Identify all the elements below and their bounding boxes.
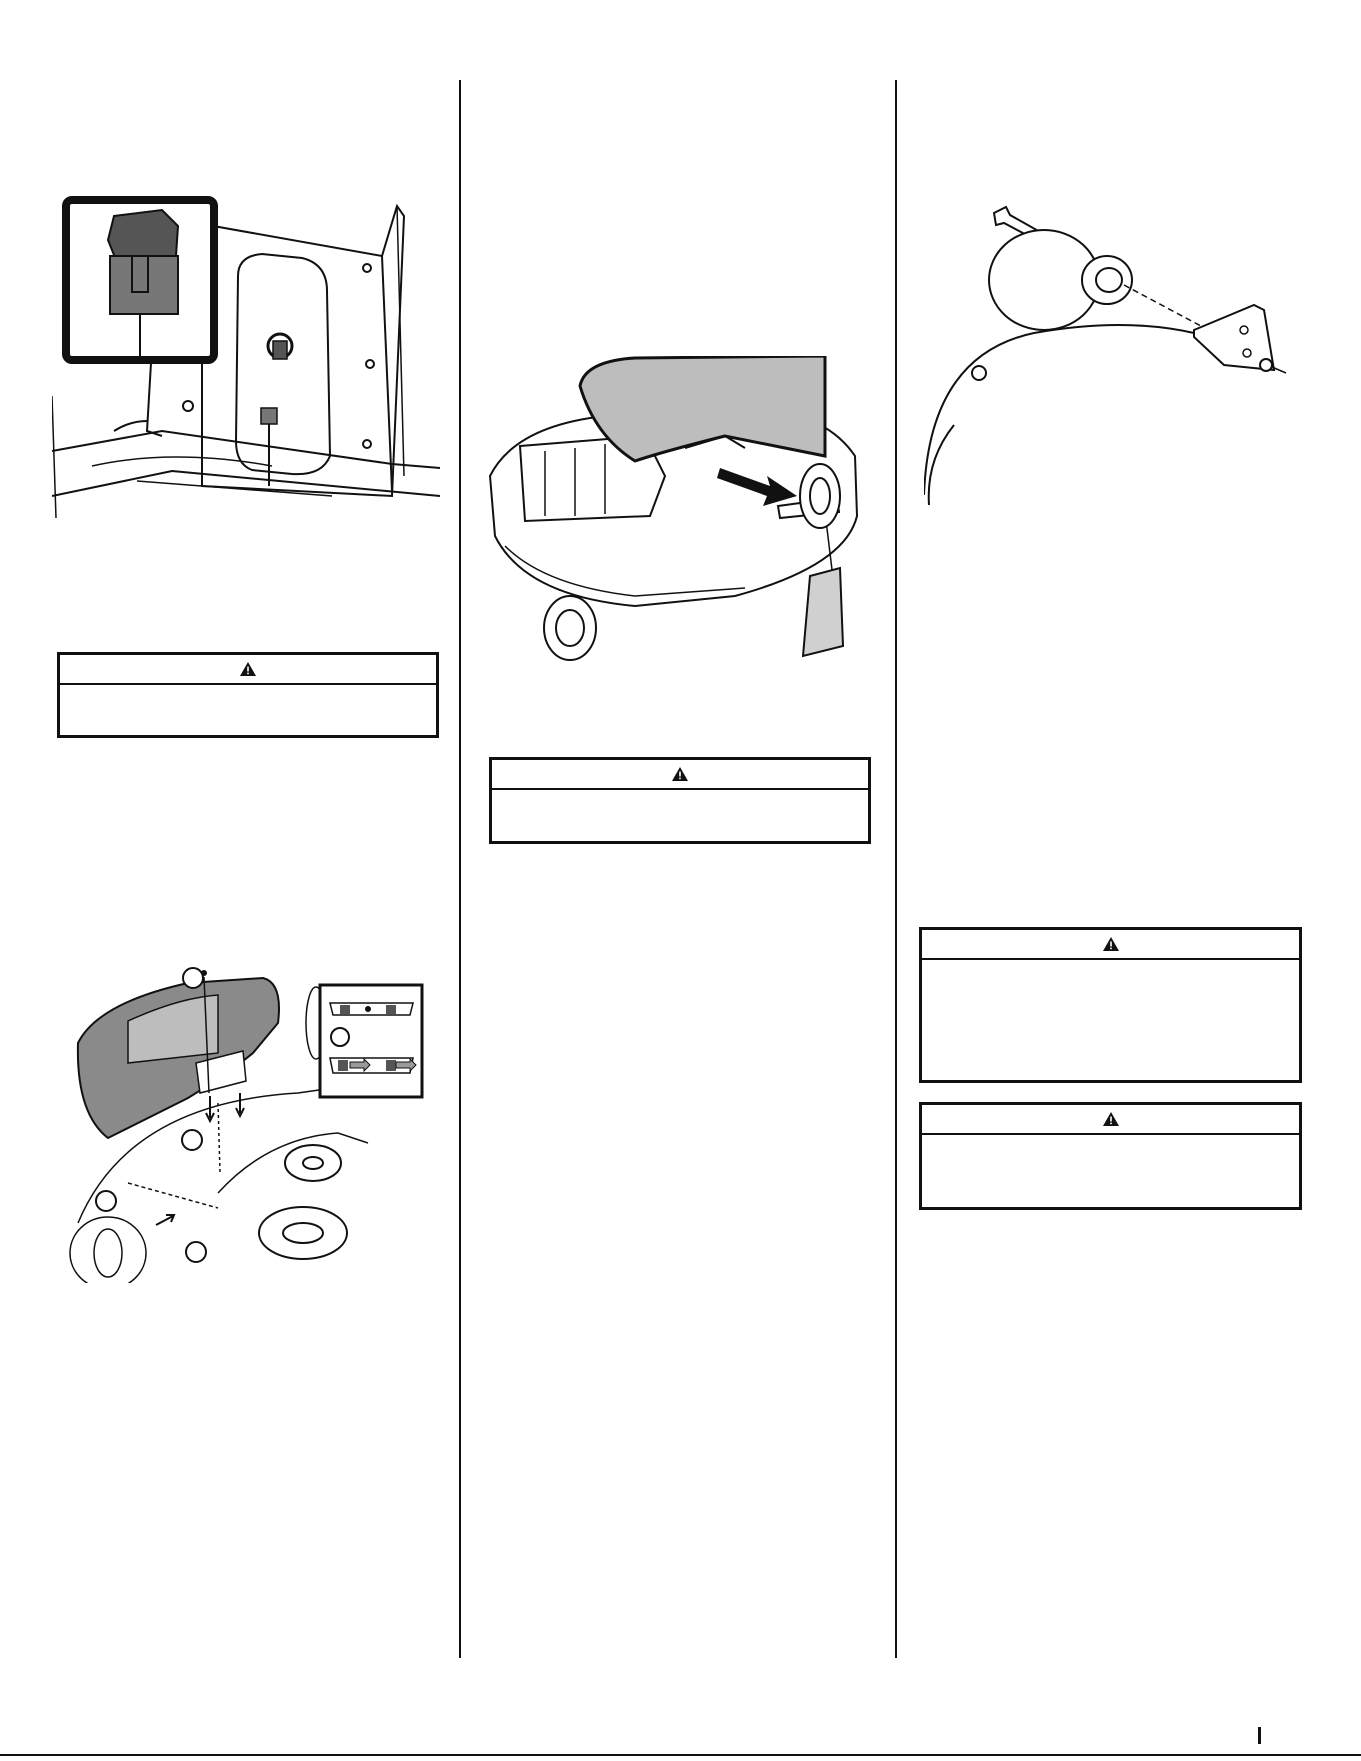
warning-box	[919, 927, 1302, 1083]
bag-removal-figure	[485, 356, 865, 674]
warning-triangle-icon	[671, 766, 689, 782]
warning-header	[60, 655, 436, 685]
warning-header	[922, 930, 1299, 960]
chute-install-figure	[68, 963, 426, 1283]
column-divider-left	[459, 80, 461, 1658]
warning-box	[489, 757, 871, 844]
warning-box	[919, 1102, 1302, 1210]
warning-triangle-icon	[1102, 936, 1120, 952]
warning-header	[492, 760, 868, 790]
page-number-marker	[1258, 1727, 1261, 1744]
column-divider-right	[895, 80, 897, 1658]
wheel-assembly-figure	[924, 205, 1294, 505]
warning-triangle-icon	[239, 661, 257, 677]
warning-triangle-icon	[1102, 1111, 1120, 1127]
warning-box	[57, 652, 439, 738]
connector-figure	[52, 196, 440, 518]
footer-rule	[0, 1754, 1361, 1756]
warning-header	[922, 1105, 1299, 1135]
